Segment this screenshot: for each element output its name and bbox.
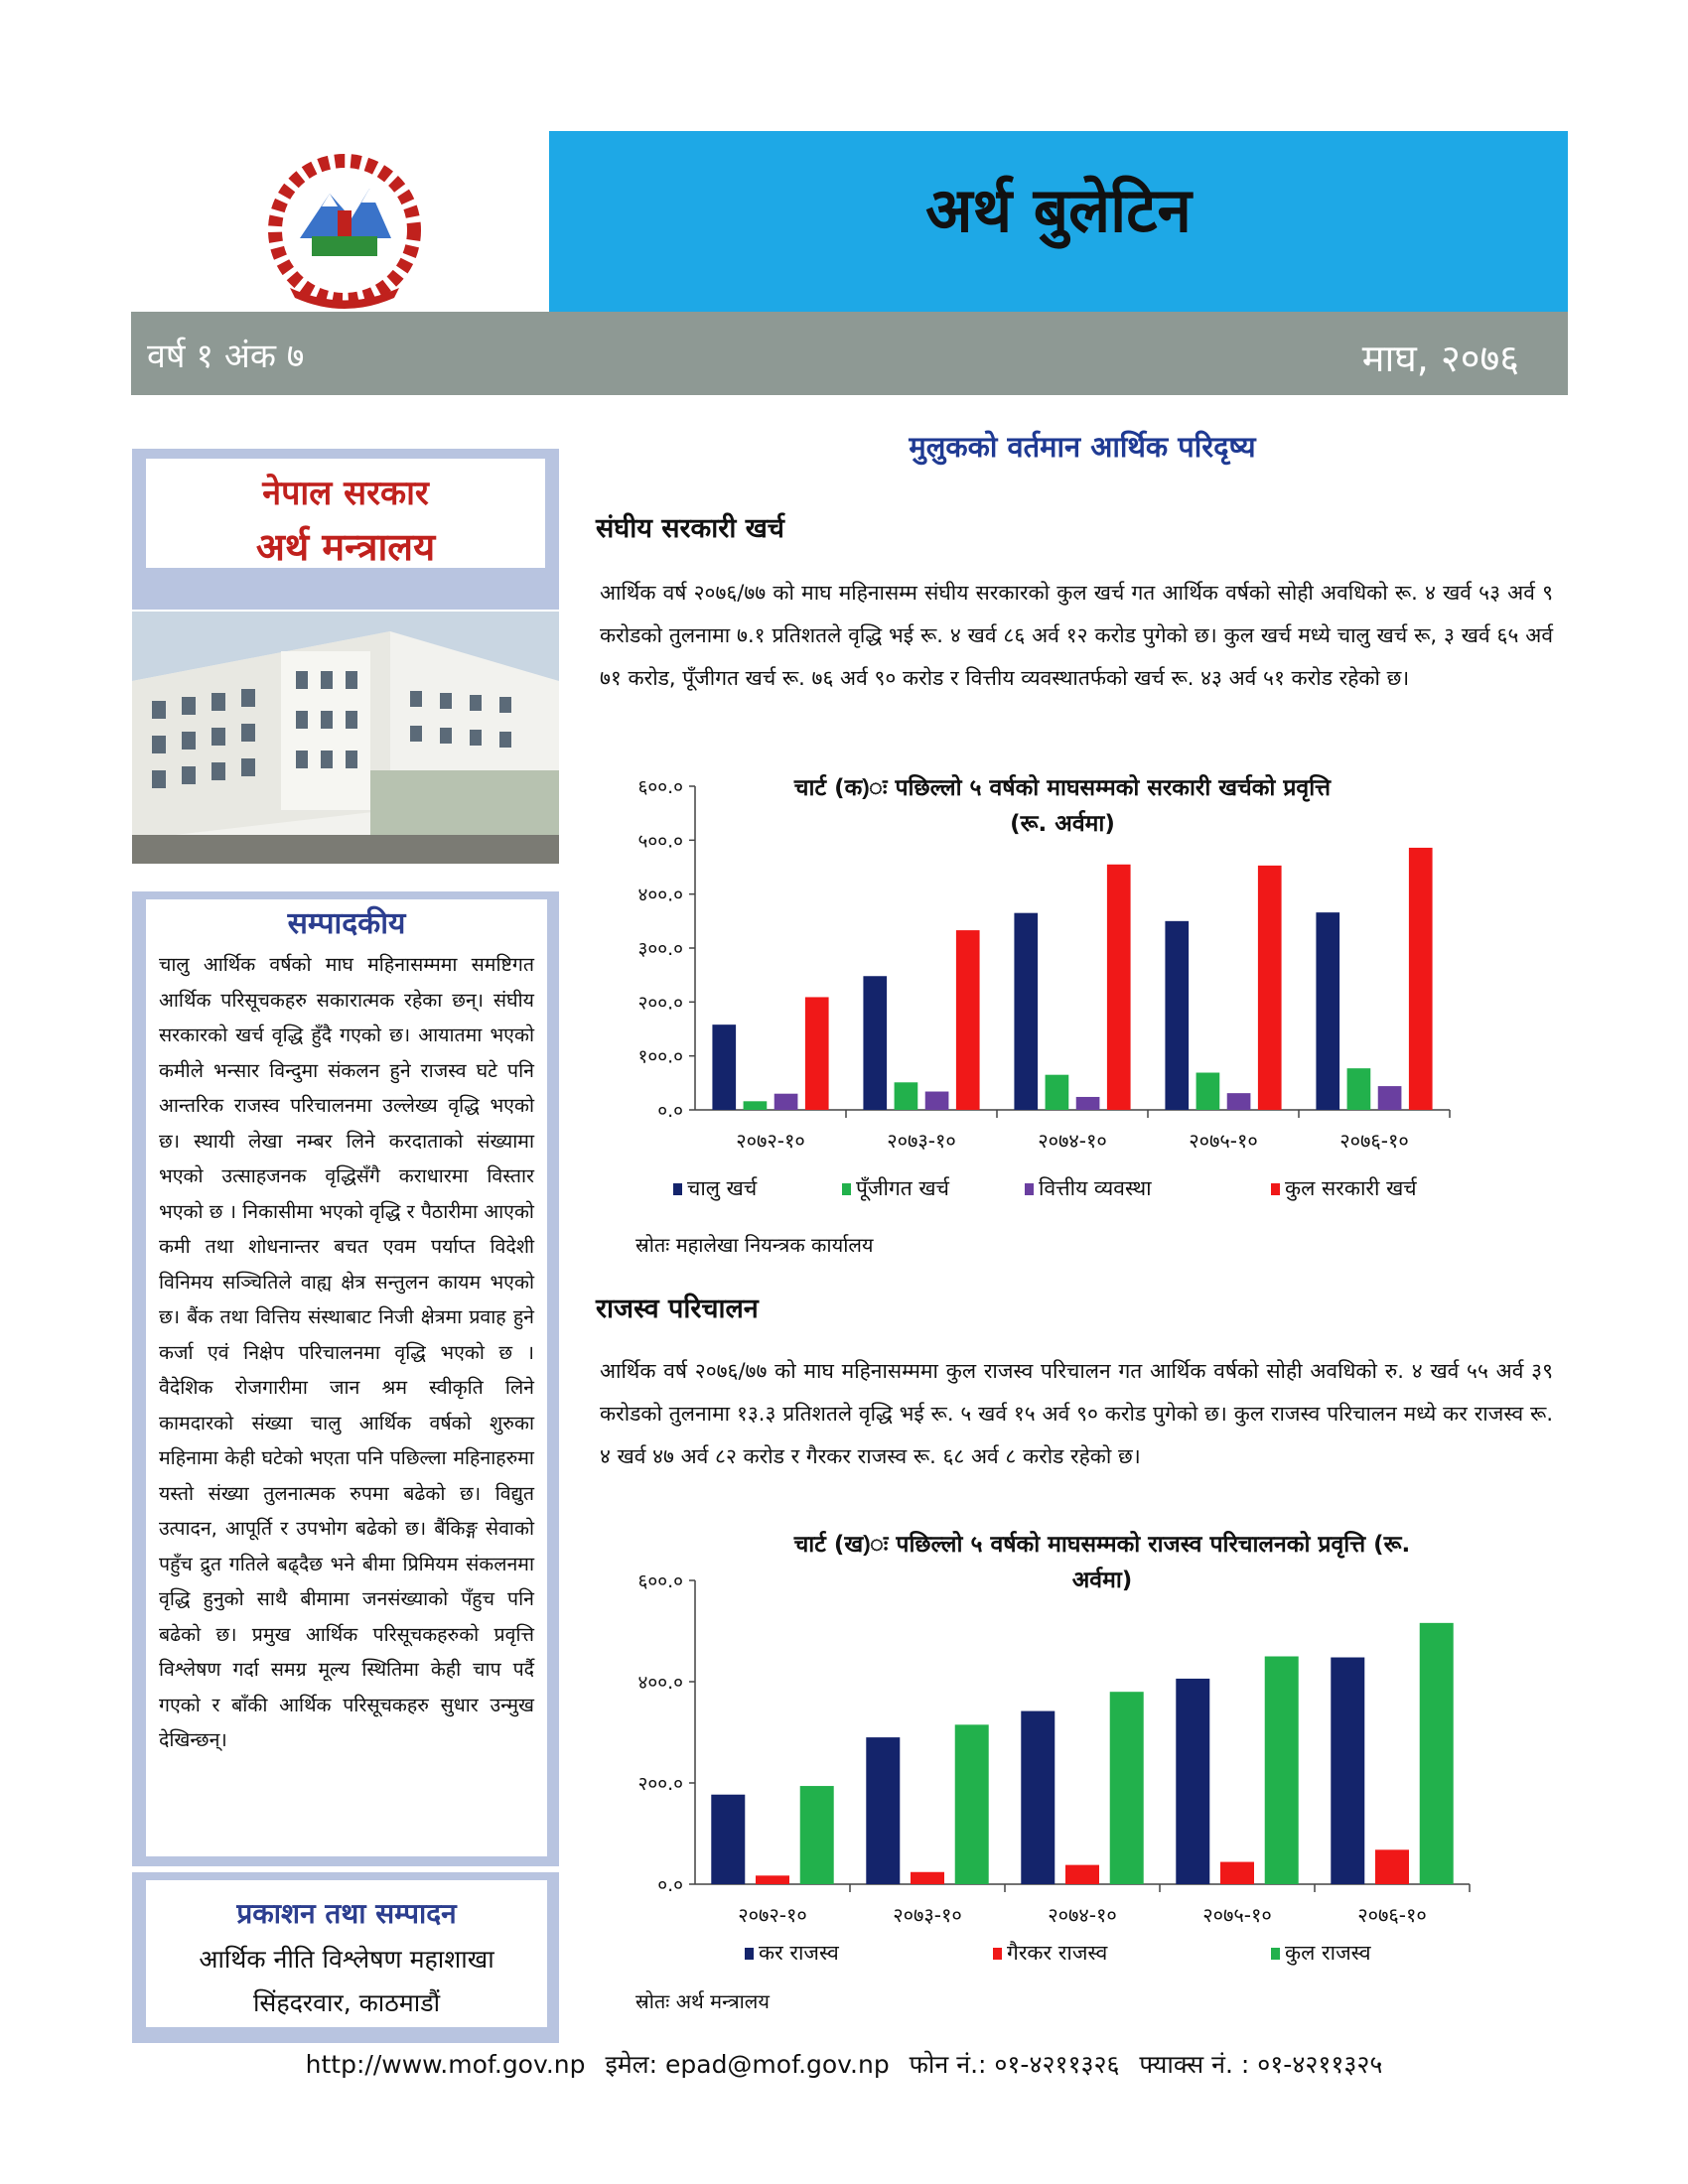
chart1-xtick-label: २०७३-१० [887,1129,956,1153]
publisher-title: प्रकाशन तथा सम्पादन [236,1897,457,1930]
chart1-legend-label: वित्तीय व्यवस्था [1039,1176,1152,1200]
publisher-division: आर्थिक नीति विश्लेषण महाशाखा [199,1945,494,1974]
chart2-bar [800,1786,834,1884]
chart2-ytick-label: ६००.० [637,1570,683,1592]
nepal-emblem-logo [260,149,429,318]
chart-expenditure-title: चार्ट (क)ः पछिल्लो ५ वर्षको माघसम्मको सरकारी खर्चको प्रवृत्ति [793,775,1332,801]
chart2-xtick-label: २०७३-१० [893,1903,962,1927]
chart1-bar [744,1101,768,1110]
chart1-ytick-label: ४००.० [637,884,683,906]
chart-revenue [596,1549,1489,1985]
ministry-box [146,459,545,568]
chart2-legend-swatch [745,1948,754,1960]
chart1-bar [956,930,980,1110]
chart-expenditure-subtitle: (रू. अर्वमा) [1010,811,1115,837]
chart1-ytick-label: २००.० [637,992,683,1015]
chart1-bar [1014,913,1038,1110]
chart2-xtick-label: २०७५-१० [1202,1903,1272,1927]
chart2-ytick-label: २००.० [637,1773,683,1795]
chart1-xtick-label: २०७२-१० [736,1129,805,1153]
chart2-bar [1265,1657,1299,1885]
chart1-ytick-label: ५००.० [637,830,683,853]
footer-phone: फोन नं.: ०१-४२११३२६ [909,2050,1120,2079]
chart2-bar [1420,1623,1454,1884]
org-ministry-name: अर्थ मन्त्रालय [255,524,436,569]
chart2-bar [1331,1658,1364,1884]
chart1-legend-swatch [1271,1183,1280,1195]
issue-number: वर्ष १ अंक ७ [147,337,305,376]
chart-revenue-subtitle: अर्वमा) [1071,1568,1133,1593]
chart1-bar [1046,1075,1069,1110]
chart1-bar [712,1024,736,1110]
ministry-building-photo [132,612,559,864]
sub-heading-expenditure: संघीय सरकारी खर्च [596,513,784,544]
chart2-bar [711,1795,745,1884]
source-expenditure: स्रोतः महालेखा नियन्त्रक कार्यालय [635,1233,874,1257]
footer-website-link[interactable]: http://www.mof.gov.np [305,2050,586,2079]
bulletin-title: अर्थ बुलेटिन [925,174,1192,246]
chart1-bar [1378,1086,1402,1110]
chart-expenditure [596,774,1470,1241]
chart1-xtick-label: २०७४-१० [1038,1129,1107,1153]
chart1-bar [774,1094,798,1110]
chart2-bar [866,1737,900,1884]
paragraph-revenue: आर्थिक वर्ष २०७६/७७ को माघ महिनासम्ममा कुल राजस्व परिचालन गत आर्थिक वर्षको सोही अवधिको रु. ४ खर्व ५५ अर्व ३९ करोडको तुलनामा १३.३ प्रतिशतले वृद्धि भई रू. ५ खर्व १५ अर्व ९० करोड पुगेको छ। कुल राजस्व परिचालन मध्ये कर राजस्व रू. ४ खर्व ४७ अर्व ८२ करोड र गैरकर राजस्व रू. ६८ अर्व ८ करोड रहेको छ। [600,1359,1553,1468]
section-heading: मुलुकको वर्तमान आर्थिक परिदृष्य [909,430,1256,464]
chart2-legend-label: कुल राजस्व [1285,1941,1371,1965]
chart1-ytick-label: ०.० [657,1100,683,1122]
chart1-ytick-label: १००.० [637,1045,683,1068]
publisher-address: सिंहदरवार, काठमाडौं [252,1988,441,2017]
chart1-bar [1347,1068,1371,1110]
footer [0,2047,1688,2081]
chart2-bar [911,1872,944,1884]
chart2-bar [1220,1862,1254,1884]
chart1-bar [863,976,887,1110]
footer-fax: फ्याक्स नं. : ०१-४२११३२५ [1139,2050,1383,2079]
chart2-ytick-label: ४००.० [637,1672,683,1694]
chart1-bar [895,1082,918,1110]
chart1-legend-label: कुल सरकारी खर्च [1285,1176,1417,1200]
chart1-legend-swatch [842,1183,851,1195]
chart1-bar [1076,1097,1100,1110]
chart1-bar [925,1092,949,1110]
chart2-bar [1375,1849,1409,1884]
chart1-bar [1107,865,1131,1110]
chart1-bar [805,997,829,1110]
chart2-bar [955,1724,989,1884]
chart1-ytick-label: ३००.० [637,938,683,960]
chart1-xtick-label: २०७५-१० [1189,1129,1258,1153]
issue-bar [131,312,1568,395]
chart-revenue-title: चार्ट (ख)ः पछिल्लो ५ वर्षको माघसम्मको राजस्व परिचालनको प्रवृत्ति (रू. [793,1532,1411,1558]
chart2-legend-swatch [1271,1948,1280,1960]
chart2-bar [1110,1692,1144,1884]
editorial-title: सम्पादकीय [287,906,406,941]
issue-date: माघ, २०७६ [1361,337,1519,380]
chart1-bar [1258,866,1282,1110]
chart2-bar [756,1875,789,1884]
chart-expenditure-title-block [695,770,1430,842]
chart1-xtick-label: २०७६-१० [1339,1129,1409,1153]
chart1-bar [1316,912,1339,1110]
chart-revenue-title-block [695,1527,1509,1598]
chart2-xtick-label: २०७४-१० [1048,1903,1117,1927]
publisher-box [146,1880,547,2027]
chart2-xtick-label: २०७२-१० [738,1903,807,1927]
chart2-xtick-label: २०७६-१० [1357,1903,1427,1927]
chart1-bar [1227,1093,1251,1110]
chart2-bar [1021,1711,1055,1884]
chart2-bar [1176,1679,1209,1884]
chart1-legend-label: चालु खर्च [687,1176,758,1200]
chart1-bar [1165,921,1189,1110]
footer-email[interactable]: इमेल: epad@mof.gov.np [605,2050,890,2079]
chart2-bar [1065,1865,1099,1884]
editorial-text: चालु आर्थिक वर्षको माघ महिनासम्ममा समष्टिगत आर्थिक परिसूचकहरु सकारात्मक रहेका छन्। संघीय सरकारको खर्च वृद्धि हुँदै गएको छ। आयातमा भएको कमीले भन्सार विन्दुमा संकलन हुने राजस्व घटे पनि आन्तरिक राजस्व परिचालनमा उल्लेख्य वृद्धि भएको छ। स्थायी लेखा नम्बर लिने करदाताको संख्यामा भएको उत्साहजनक वृद्धिसँगै कराधारमा विस्तार भएको छ । निकासीमा भएको वृद्धि र पैठारीमा आएको कमी तथा शोधनान्तर बचत एवम पर्याप्त विदेशी विनिमय सञ्चितिले वाह्य क्षेत्र सन्तुलन कायम भएको छ। बैंक तथा वित्तिय संस्थाबाट निजी क्षेत्रमा प्रवाह हुने कर्जा एवं निक्षेप परिचालनमा वृद्धि भएको छ । वैदेशिक रोजगारीमा जान श्रम स्वीकृति लिने कामदारको संख्या चालु आर्थिक वर्षको शुरुका महिनामा केही घटेको भएता पनि पछिल्ला महिनाहरुमा यस्तो संख्या तुलनात्मक रुपमा बढेको छ। विद्युत उत्पादन, आपूर्ति र उपभोग बढेको छ। बैंकिङ्ग सेवाको पहुँच द्रुत गतिले बढ्दैछ भने बीमा प्रिमियम संकलनमा वृद्धि हुनुको साथै बीमामा जनसंख्याको पँहुच पनि बढेको छ। प्रमुख आर्थिक परिसूचकहरुको प्रवृत्ति विश्लेषण गर्दा समग्र मूल्य स्थितिमा केही चाप पर्दै गएको र बाँकी आर्थिक परिसूचकहरु सुधार उन्मुख देखिन्छन्। [159,953,534,1751]
org-government-name: नेपाल सरकार [262,474,429,513]
chart2-legend-label: कर राजस्व [759,1941,839,1965]
chart2-legend-swatch [993,1948,1002,1960]
source-revenue: स्रोतः अर्थ मन्त्रालय [635,1989,770,2013]
chart1-legend-swatch [673,1183,682,1195]
chart1-ytick-label: ६००.० [637,776,683,798]
chart1-legend-swatch [1025,1183,1034,1195]
chart2-legend-label: गैरकर राजस्व [1007,1941,1108,1965]
chart1-legend-label: पूँजीगत खर्च [856,1176,949,1200]
sub-heading-revenue: राजस्व परिचालन [596,1294,759,1324]
paragraph-expenditure: आर्थिक वर्ष २०७६/७७ को माघ महिनासम्म संघीय सरकारको कुल खर्च गत आर्थिक वर्षको सोही अवधिको रू. ४ खर्व ५३ अर्व ९ करोडको तुलनामा ७.१ प्रतिशतले वृद्धि भई रू. ४ खर्व ८६ अर्व १२ करोड पुगेको छ। कुल खर्च मध्ये चालु खर्च रू, ३ खर्व ६५ अर्व ७१ करोड, पूँजीगत खर्च रू. ७६ अर्व ९० करोड र वित्तीय व्यवस्थातर्फको खर्च रू. ४३ अर्व ५१ करोड रहेको छ। [600,581,1553,690]
chart2-ytick-label: ०.० [657,1874,683,1896]
chart1-bar [1409,848,1433,1110]
chart1-bar [1196,1073,1220,1110]
